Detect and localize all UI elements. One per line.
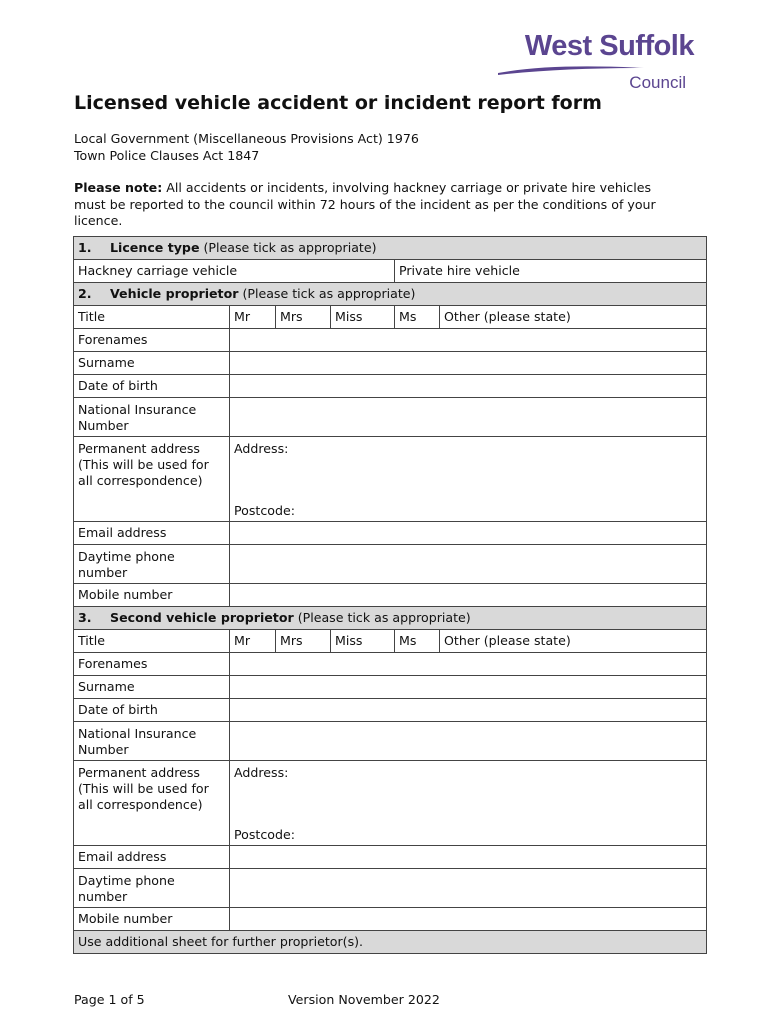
- ni-label: National Insurance Number: [74, 398, 230, 437]
- address-label: Permanent address (This will be used for all correspondence): [74, 761, 230, 846]
- title-option-ms[interactable]: Ms: [395, 630, 440, 653]
- address-row: [74, 761, 707, 846]
- address-prompt: Address:: [234, 441, 289, 456]
- page-number: Page 1 of 5: [74, 992, 145, 1007]
- mobile-field[interactable]: [230, 908, 707, 931]
- email-label: Email address: [74, 522, 230, 545]
- address-field[interactable]: [230, 761, 707, 846]
- email-field[interactable]: [230, 846, 707, 869]
- title-option-miss[interactable]: Miss: [331, 306, 395, 329]
- dob-row: [74, 375, 707, 398]
- licence-type-row: [74, 260, 707, 283]
- act-line: Local Government (Miscellaneous Provisions Act) 1976: [74, 131, 419, 146]
- forenames-row: [74, 329, 707, 352]
- email-label: Email address: [74, 846, 230, 869]
- ni-field[interactable]: [230, 398, 707, 437]
- section-2-header: 2. Vehicle proprietor (Please tick as appropriate): [74, 283, 707, 306]
- daytime-phone-field[interactable]: [230, 545, 707, 584]
- forenames-label: Forenames: [74, 329, 230, 352]
- page-title: Licensed vehicle accident or incident report form: [74, 92, 602, 114]
- title-label: Title: [74, 630, 230, 653]
- title-option-mr[interactable]: Mr: [230, 630, 276, 653]
- dob-label: Date of birth: [74, 375, 230, 398]
- logo-name: West Suffolk: [524, 30, 694, 62]
- mobile-label: Mobile number: [74, 908, 230, 931]
- please-note: [74, 180, 674, 230]
- title-option-mrs[interactable]: Mrs: [276, 306, 331, 329]
- daytime-phone-label: Daytime phone number: [74, 545, 230, 584]
- option-hackney-carriage[interactable]: Hackney carriage vehicle: [74, 260, 395, 283]
- daytime-phone-row: [74, 869, 707, 908]
- title-option-miss[interactable]: Miss: [331, 630, 395, 653]
- dob-field[interactable]: [230, 375, 707, 398]
- title-row: [74, 306, 707, 329]
- surname-field[interactable]: [230, 676, 707, 699]
- surname-field[interactable]: [230, 352, 707, 375]
- daytime-phone-row: [74, 545, 707, 584]
- address-label: Permanent address (This will be used for all correspondence): [74, 437, 230, 522]
- title-option-mrs[interactable]: Mrs: [276, 630, 331, 653]
- ni-field[interactable]: [230, 722, 707, 761]
- forenames-row: [74, 653, 707, 676]
- title-option-ms[interactable]: Ms: [395, 306, 440, 329]
- mobile-field[interactable]: [230, 584, 707, 607]
- surname-label: Surname: [74, 352, 230, 375]
- forenames-field[interactable]: [230, 329, 707, 352]
- title-label: Title: [74, 306, 230, 329]
- title-option-other[interactable]: Other (please state): [440, 630, 707, 653]
- option-private-hire[interactable]: Private hire vehicle: [395, 260, 707, 283]
- ni-row: [74, 722, 707, 761]
- note-text: All accidents or incidents, involving hackney carriage or private hire vehicles must be reported to the council within 72 hours of the incident as per the conditions of your licence.: [74, 180, 656, 228]
- council-logo: [490, 30, 700, 94]
- email-field[interactable]: [230, 522, 707, 545]
- ni-label: National Insurance Number: [74, 722, 230, 761]
- dob-field[interactable]: [230, 699, 707, 722]
- title-option-mr[interactable]: Mr: [230, 306, 276, 329]
- forenames-field[interactable]: [230, 653, 707, 676]
- forenames-label: Forenames: [74, 653, 230, 676]
- postcode-prompt: Postcode:: [234, 503, 295, 518]
- version: Version November 2022: [288, 992, 440, 1007]
- address-row: [74, 437, 707, 522]
- additional-sheet-note: Use additional sheet for further proprietor(s).: [74, 931, 707, 954]
- email-row: [74, 522, 707, 545]
- surname-row: [74, 676, 707, 699]
- title-row: [74, 630, 707, 653]
- note-label: Please note:: [74, 180, 163, 195]
- email-row: [74, 846, 707, 869]
- ni-row: [74, 398, 707, 437]
- report-form-table: [73, 236, 707, 954]
- surname-label: Surname: [74, 676, 230, 699]
- act-line: Town Police Clauses Act 1847: [74, 147, 260, 163]
- postcode-prompt: Postcode:: [234, 827, 295, 842]
- legislation: [74, 131, 419, 164]
- section-1-header: 1. Licence type (Please tick as appropriate): [74, 237, 707, 260]
- dob-row: [74, 699, 707, 722]
- address-prompt: Address:: [234, 765, 289, 780]
- mobile-row: [74, 584, 707, 607]
- section-3-header: 3. Second vehicle proprietor (Please tick as appropriate): [74, 607, 707, 630]
- daytime-phone-label: Daytime phone number: [74, 869, 230, 908]
- mobile-row: [74, 908, 707, 931]
- title-option-other[interactable]: Other (please state): [440, 306, 707, 329]
- logo-sub: Council: [629, 73, 686, 92]
- surname-row: [74, 352, 707, 375]
- dob-label: Date of birth: [74, 699, 230, 722]
- daytime-phone-field[interactable]: [230, 869, 707, 908]
- mobile-label: Mobile number: [74, 584, 230, 607]
- logo-swoosh-icon: [496, 64, 646, 76]
- address-field[interactable]: [230, 437, 707, 522]
